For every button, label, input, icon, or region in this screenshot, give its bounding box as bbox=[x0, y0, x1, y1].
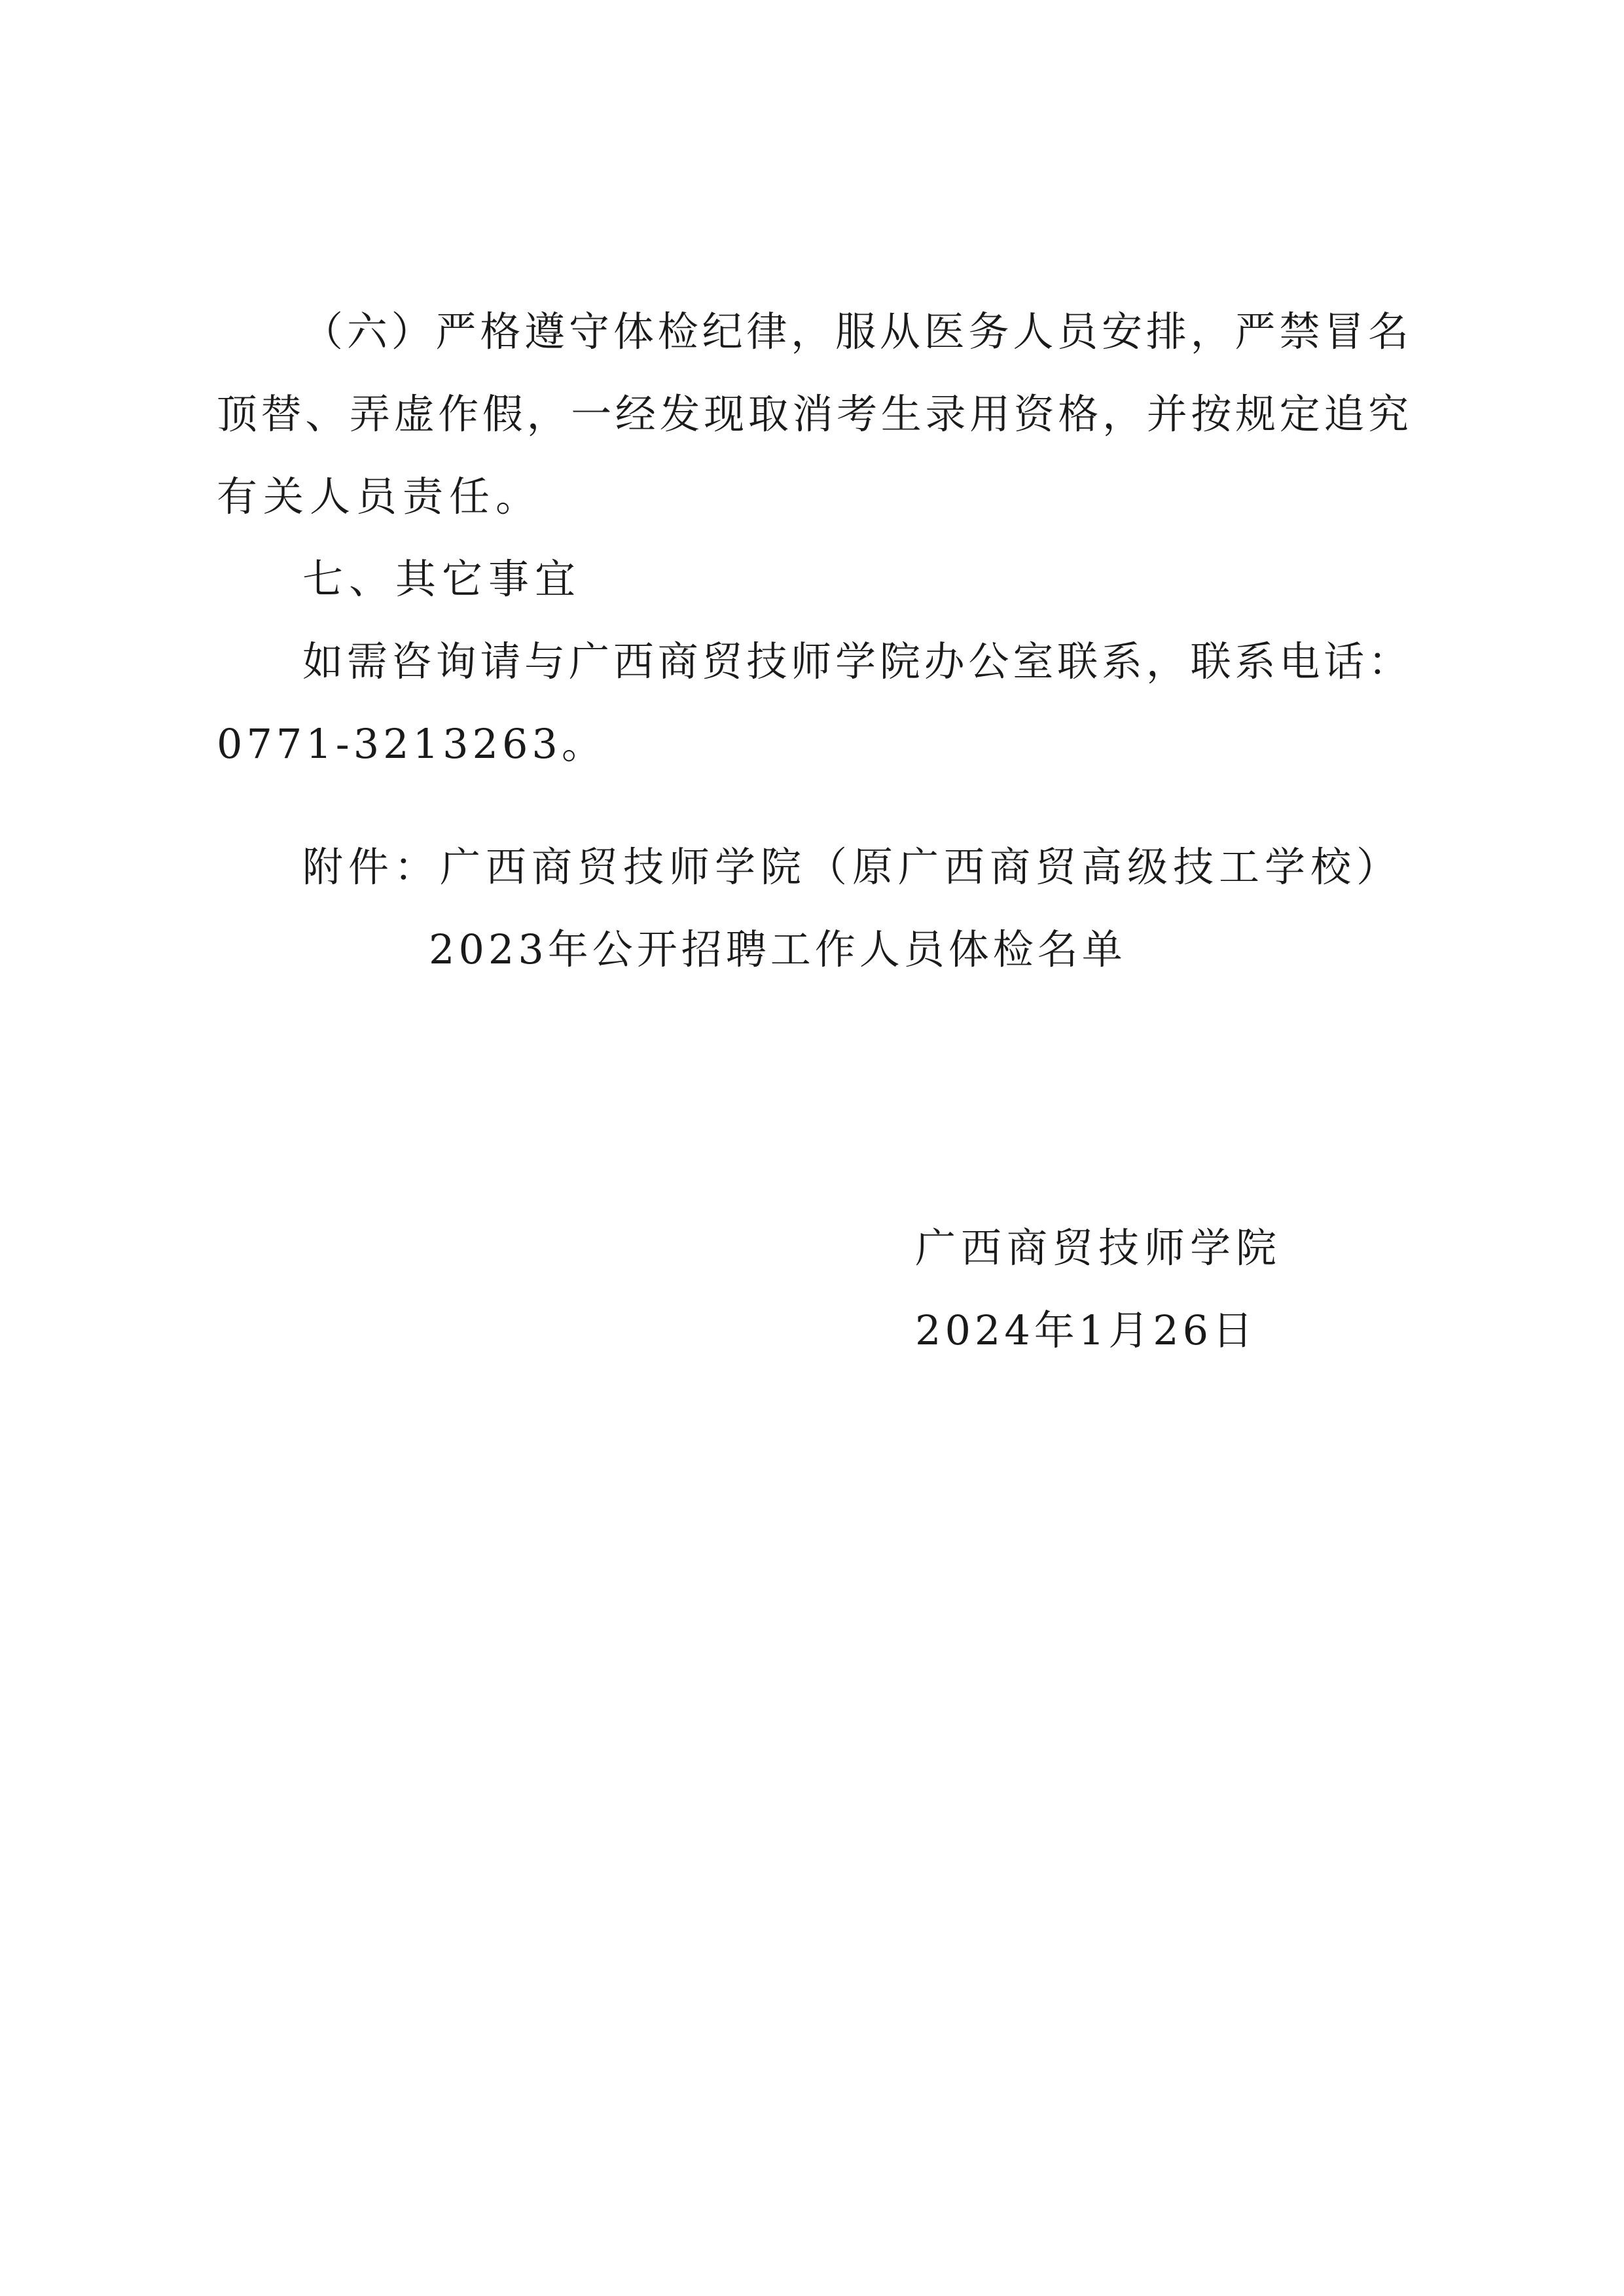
signature-organization: 广西商贸技师学院 bbox=[915, 1224, 1282, 1272]
section7-heading: 七、其它事宜 bbox=[302, 555, 582, 603]
attachment-line-1: 附件：广西商贸技师学院（原广西商贸高级技工学校） bbox=[302, 843, 1403, 891]
section7-contact-line-1: 如需咨询请与广西商贸技师学院办公室联系，联系电话： bbox=[302, 637, 1409, 685]
phone-number: 0771-3213263。 bbox=[217, 720, 606, 768]
attachment-line-2: 2023年公开招聘工作人员体检名单 bbox=[429, 925, 1127, 973]
item6-line-1: （六）严格遵守体检纪律，服从医务人员安排，严禁冒名 bbox=[302, 308, 1409, 355]
item6-line-2: 顶替、弄虚作假，一经发现取消考生录用资格，并按规定追究 bbox=[217, 390, 1409, 438]
signature-date: 2024年1月26日 bbox=[915, 1306, 1257, 1354]
item6-line-3: 有关人员责任。 bbox=[217, 473, 543, 520]
